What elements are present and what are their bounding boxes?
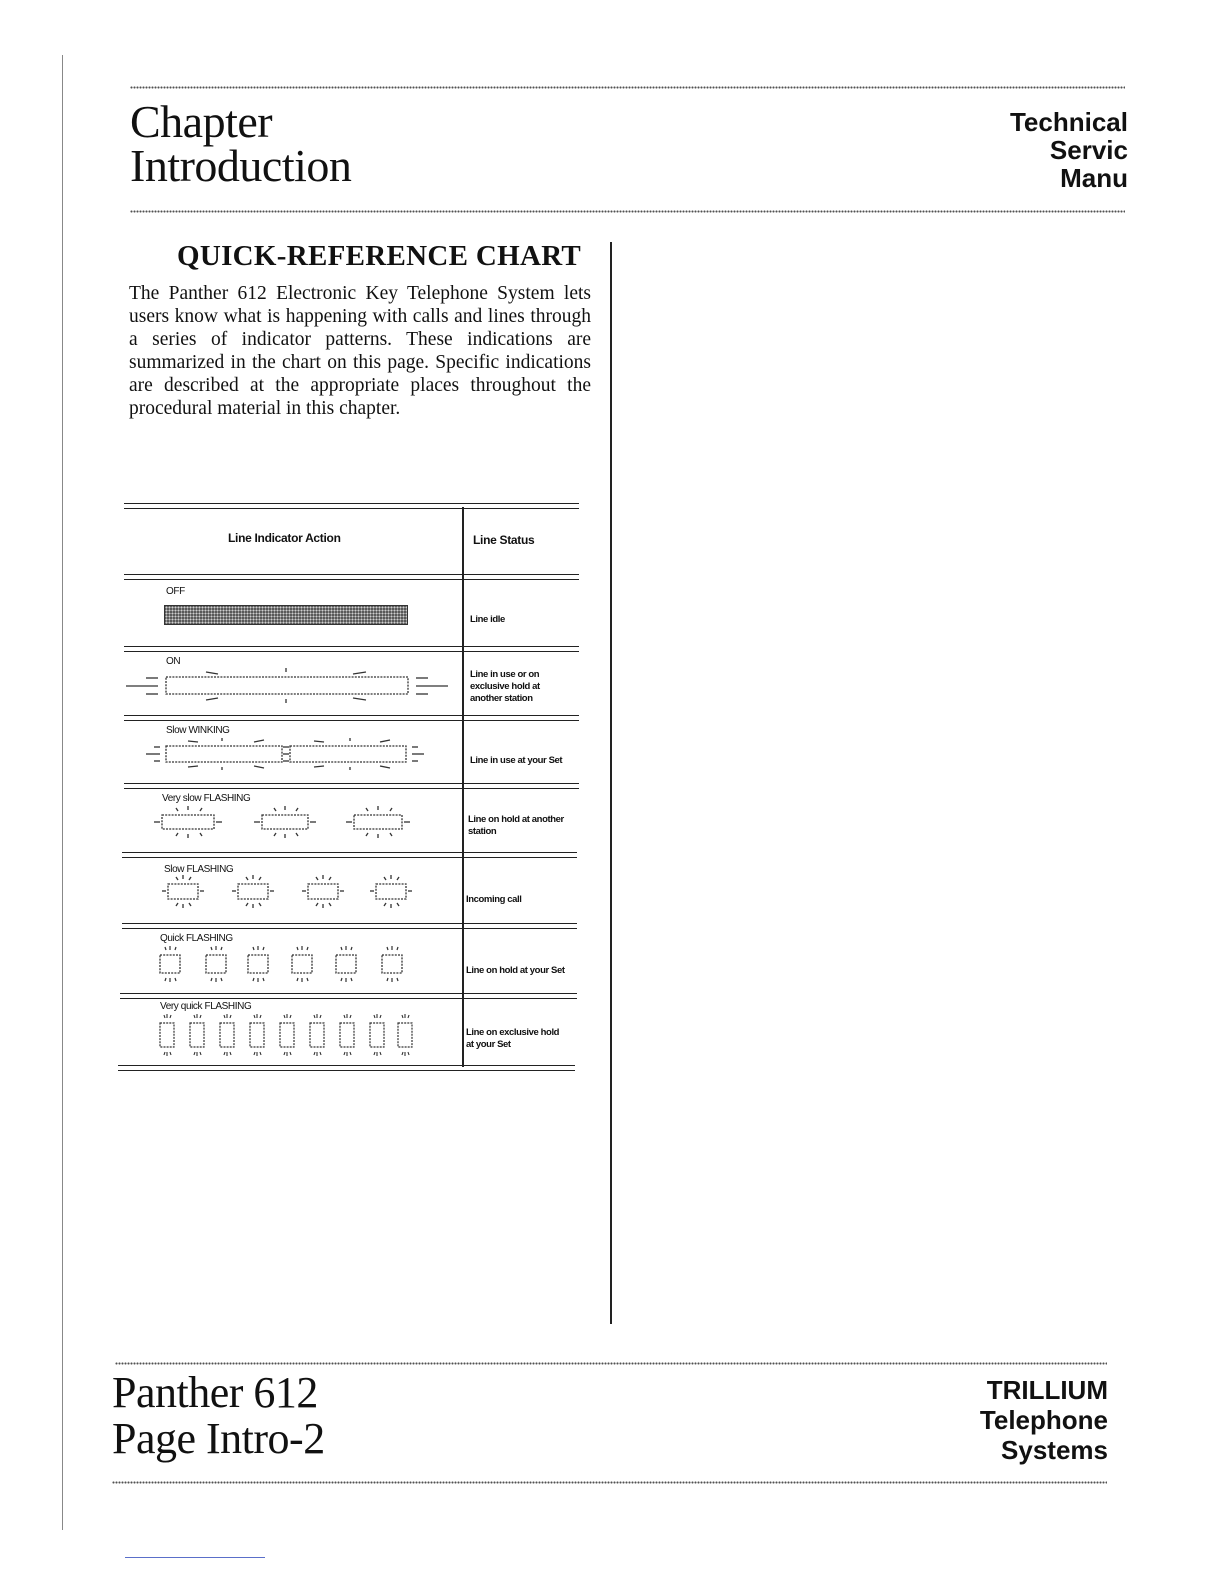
- indicator-action-label: Slow FLASHING: [164, 864, 234, 875]
- chapter-label: Chapter: [130, 96, 273, 147]
- footer-top-rule: [115, 1362, 1107, 1365]
- line-status-text: Line on hold at your Set: [466, 965, 565, 976]
- line-status-text: Incoming call: [466, 894, 522, 905]
- manual-title-line1: Technical: [1009, 107, 1128, 137]
- company-line2: Telephone: [979, 1405, 1108, 1435]
- quick-reference-table: [118, 503, 583, 1073]
- table-row: [118, 927, 583, 993]
- line-status-text: Line idle: [470, 614, 505, 625]
- product-name: Panther 612: [112, 1368, 318, 1417]
- manual-title: [1010, 108, 1128, 192]
- table-row: [118, 997, 583, 1067]
- indicator-action-label: Very slow FLASHING: [162, 793, 251, 804]
- column-header-status: Line Status: [473, 533, 535, 547]
- table-top-rule: [124, 503, 579, 509]
- chapter-name: Introduction: [130, 140, 352, 191]
- manual-title-line3: Manu: [1060, 163, 1128, 193]
- indicator-wink-pattern: [118, 719, 458, 785]
- table-row: [118, 787, 583, 853]
- section-title: QUICK-REFERENCE CHART: [177, 240, 582, 272]
- indicator-very-slow-flash-pattern: [118, 787, 458, 853]
- manual-title-line2: Servic: [1049, 135, 1128, 165]
- line-status-text: Line on exclusive hold at your Set: [466, 1027, 560, 1050]
- indicator-action-label: ON: [166, 656, 181, 667]
- intro-paragraph: The Panther 612 Electronic Key Telephone System lets users know what is happening with calls and lines through a series of indicator patterns. These indications are summarized in the chart on this page. Specific indications are described at the appropriate places throughout the procedural material in this chapter.: [129, 283, 591, 419]
- indicator-slow-flash-pattern: [118, 856, 458, 922]
- table-row: [118, 856, 583, 922]
- page-footer: [112, 1370, 1112, 1475]
- indicator-quick-flash-pattern: [118, 927, 458, 993]
- header-top-rule: [130, 86, 1125, 89]
- footer-bottom-rule: [112, 1481, 1107, 1484]
- page-header: [130, 96, 1130, 195]
- company-name: [980, 1375, 1108, 1465]
- indicator-very-quick-flash-pattern: [118, 997, 458, 1067]
- table-row: [118, 650, 583, 716]
- table-row: [118, 719, 583, 785]
- table-row: [118, 578, 583, 648]
- company-line3: Systems: [1001, 1435, 1108, 1465]
- table-bottom-rule: [118, 1065, 575, 1071]
- indicator-on-pattern: [118, 650, 458, 716]
- indicator-action-label: Slow WINKING: [166, 725, 230, 736]
- indicator-action-label: Quick FLASHING: [160, 933, 233, 944]
- column-header-action: Line Indicator Action: [228, 531, 341, 545]
- binding-margin-line: [62, 55, 63, 1530]
- company-line1: TRILLIUM: [986, 1375, 1108, 1405]
- line-status-text: Line in use or on exclusive hold at another station: [470, 669, 540, 704]
- scan-artifact-line: [125, 1557, 265, 1558]
- indicator-action-label: OFF: [166, 586, 185, 597]
- indicator-off-pattern: [164, 605, 408, 625]
- line-status-text: Line in use at your Set: [470, 755, 563, 766]
- indicator-action-label: Very quick FLASHING: [160, 1001, 252, 1012]
- column-divider: [610, 242, 612, 1324]
- line-status-text: Line on hold at another station: [468, 814, 564, 837]
- page-number: Page Intro-2: [112, 1414, 325, 1463]
- header-bottom-rule: [130, 210, 1125, 213]
